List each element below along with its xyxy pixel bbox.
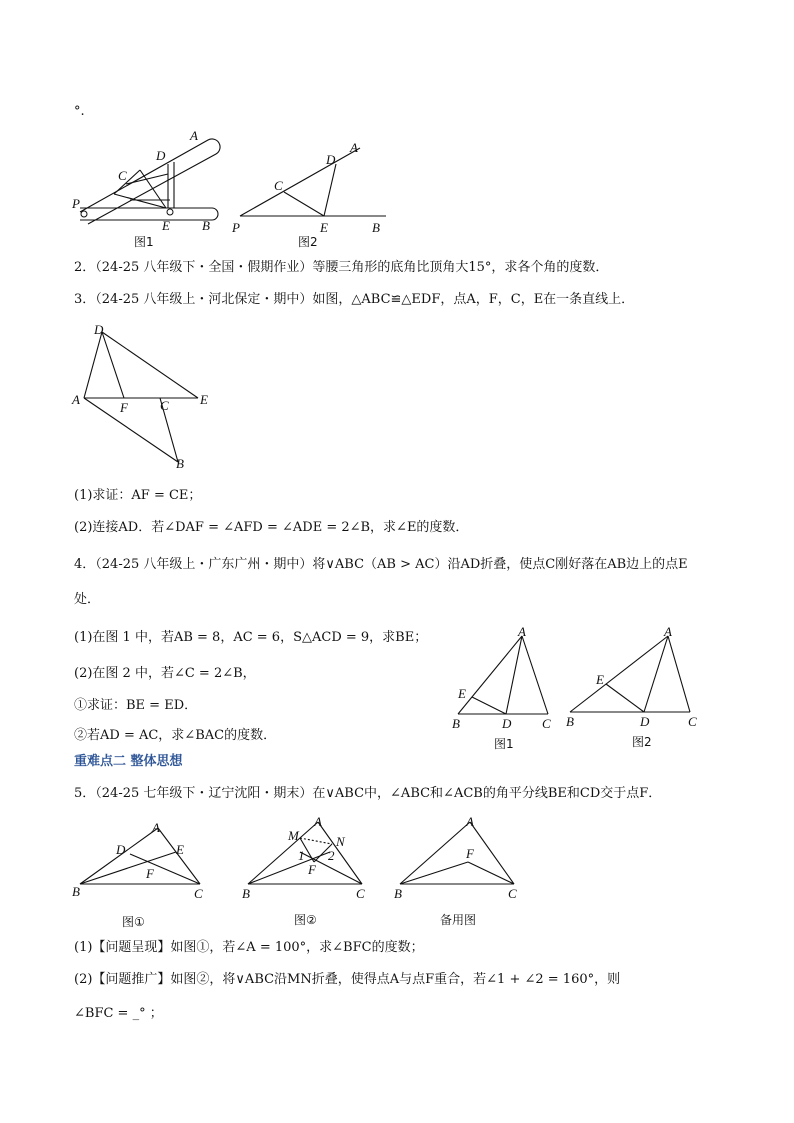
label-A: A (190, 128, 198, 143)
label-E: E (596, 672, 604, 687)
label-E: E (320, 220, 328, 235)
q4-number: 4． (74, 557, 96, 572)
label-E: E (162, 218, 170, 233)
label-D: D (502, 716, 512, 731)
label-B: B (176, 456, 184, 471)
label-C: C (542, 716, 551, 731)
label-B: B (242, 886, 250, 901)
question-2 (74, 258, 608, 278)
q5-number: 5． (74, 786, 96, 801)
q4-sub2: (2)在图 2 中，若∠C = 2∠B， (74, 666, 256, 681)
q4-figure-1 (448, 624, 568, 754)
q5-intro: 在∨ABC中，∠ABC和∠ACB的角平分线BE和CD交于点F． (312, 786, 662, 801)
label-B: B (394, 886, 402, 901)
label-E: E (176, 842, 184, 857)
q3-sub2: (2)连接AD．若∠DAF = ∠AFD = ∠ADE = 2∠B，求∠E的度数． (74, 520, 469, 535)
label-F: F (120, 400, 128, 415)
label-N: N (336, 834, 345, 849)
label-D: D (116, 842, 126, 857)
q3-sub1: (1)求证：AF = CE； (74, 488, 202, 503)
label-C: C (118, 168, 127, 183)
label-A: A (664, 624, 672, 639)
q4-intro-cont: 处． (74, 592, 101, 607)
label-B: B (372, 220, 380, 235)
label-E: E (200, 392, 208, 407)
q4-sub2a: ①求证：BE = ED． (74, 698, 198, 713)
label-B: B (72, 884, 80, 899)
section-heading: 重难点二 整体思想 (74, 754, 183, 769)
caption-fig1: 图1 (494, 737, 514, 751)
caption-fig-circle1: 图① (122, 915, 145, 929)
q5-sub1: (1)【问题呈现】如图①，若∠A = 100°，求∠BFC的度数； (74, 940, 424, 955)
question-3 (74, 290, 634, 310)
ruler-lower (80, 208, 218, 220)
label-C: C (356, 886, 365, 901)
question-5 (74, 784, 661, 804)
q3-source: （24-25 八年级上・河北保定・期中） (95, 292, 313, 307)
q4-figure-2 (562, 624, 702, 754)
label-F: F (146, 866, 154, 881)
q4-sub1: (1)在图 1 中，若AB = 8，AC = 6，S△ACD = 9，求BE； (74, 630, 428, 645)
label-C: C (508, 886, 517, 901)
q5-figure-3 (390, 812, 530, 928)
caption-fig2: 图2 (632, 735, 652, 749)
q3-intro: 如图，△ABC≌△EDF，点A，F，C，E在一条直线上． (312, 292, 635, 307)
label-D: D (326, 152, 336, 167)
q4-intro: 将∨ABC（AB > AC）沿AD折叠，使点C刚好落在AB边上的点E (312, 557, 688, 572)
label-C: C (194, 886, 203, 901)
label-A: A (314, 814, 322, 829)
q2-number: 2． (74, 260, 96, 275)
label-P: P (72, 196, 80, 211)
label-C: C (160, 398, 169, 413)
label-1: 1 (298, 848, 305, 863)
label-B: B (452, 716, 460, 731)
q5-sub2: (2)【问题推广】如图②，将∨ABC沿MN折叠，使得点A与点F重合，若∠1 + ∠2 = 160°，则 (74, 972, 621, 987)
label-F: F (466, 846, 474, 861)
question-4 (74, 555, 688, 575)
label-A: A (518, 624, 526, 639)
label-D: D (156, 148, 166, 163)
ruler-upper (80, 139, 220, 224)
label-B: B (566, 714, 574, 729)
top-fragment: °. (74, 104, 85, 119)
label-2: 2 (328, 848, 335, 863)
caption-fig2: 图2 (298, 235, 318, 249)
q5-figure-2 (238, 812, 378, 928)
label-A: A (72, 392, 80, 407)
label-P: P (232, 220, 240, 235)
q3-number: 3． (74, 292, 96, 307)
label-C: C (274, 178, 283, 193)
label-E: E (458, 686, 466, 701)
q4-sub2b: ②若AD = AC，求∠BAC的度数． (74, 728, 277, 743)
caption-fig-circle2: 图② (294, 913, 317, 927)
q1-figure-2 (232, 138, 392, 248)
label-F: F (308, 862, 316, 877)
q5-figure-1 (70, 816, 220, 928)
label-A: A (350, 140, 358, 155)
q4-source: （24-25 八年级上・广东广州・期中） (95, 557, 313, 572)
caption-fig1: 图1 (134, 235, 154, 249)
label-D: D (94, 322, 104, 337)
label-D: D (640, 714, 650, 729)
q2-source: （24-25 八年级下・全国・假期作业） (95, 260, 313, 275)
label-A: A (466, 814, 474, 829)
label-B: B (202, 218, 210, 233)
q5-sub2b: ∠BFC = _° ； (74, 1006, 163, 1021)
q2-text: 等腰三角形的底角比顶角大15°，求各个角的度数． (312, 260, 609, 275)
q5-source: （24-25 七年级下・辽宁沈阳・期末） (95, 786, 313, 801)
q3-figure (72, 322, 222, 472)
q1-figure-1 (70, 128, 230, 248)
caption-spare-fig: 备用图 (440, 913, 477, 927)
label-C: C (688, 714, 697, 729)
label-M: M (288, 828, 299, 843)
label-A: A (152, 820, 160, 835)
